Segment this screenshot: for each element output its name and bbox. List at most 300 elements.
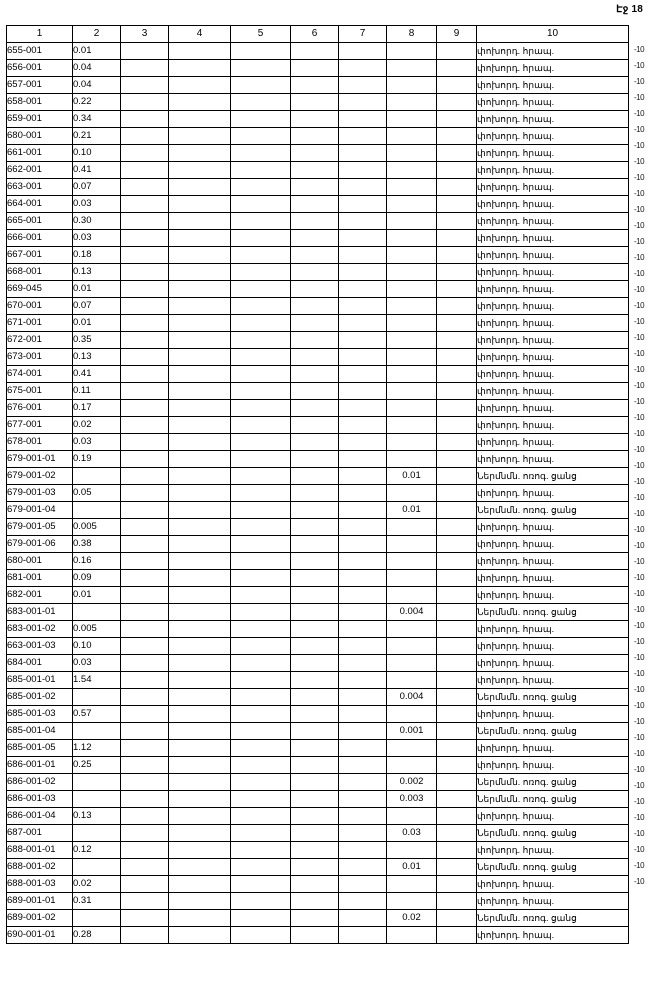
cell-area-col8 <box>387 638 437 655</box>
cell-col7 <box>339 111 387 128</box>
cell-col3 <box>121 927 169 944</box>
cell-area-col2: 0.05 <box>73 485 121 502</box>
cell-col4 <box>169 706 231 723</box>
cell-col4 <box>169 808 231 825</box>
margin-mark: -10 <box>634 637 645 646</box>
cell-area-col8: 0.03 <box>387 825 437 842</box>
table-row <box>7 655 629 672</box>
cell-area-col8 <box>387 842 437 859</box>
cell-parcel-code: 674-001 <box>7 366 73 383</box>
cell-note-col10: Ներմնմն. ոռոգ. ցանց <box>477 468 629 485</box>
margin-mark: -10 <box>634 141 645 150</box>
cell-col6 <box>291 281 339 298</box>
cell-area-col8 <box>387 281 437 298</box>
cell-area-col2: 0.01 <box>73 587 121 604</box>
cell-area-col2: 0.03 <box>73 434 121 451</box>
cell-area-col2: 0.41 <box>73 162 121 179</box>
cell-note-col10: փոխորդ. հրապ. <box>477 672 629 689</box>
cell-col7 <box>339 910 387 927</box>
margin-mark: -10 <box>634 429 645 438</box>
cell-col6 <box>291 655 339 672</box>
cell-col9 <box>437 587 477 604</box>
cell-col4 <box>169 655 231 672</box>
cell-col5 <box>231 383 291 400</box>
cell-parcel-code: 688-001-01 <box>7 842 73 859</box>
cell-col3 <box>121 43 169 60</box>
cell-col7 <box>339 655 387 672</box>
cell-area-col8 <box>387 740 437 757</box>
table-row <box>7 111 629 128</box>
cell-col3 <box>121 332 169 349</box>
cell-parcel-code: 682-001 <box>7 587 73 604</box>
cell-area-col8 <box>387 927 437 944</box>
cell-area-col8 <box>387 621 437 638</box>
cell-col6 <box>291 791 339 808</box>
cell-note-col10: փոխորդ. հրապ. <box>477 706 629 723</box>
cell-area-col8 <box>387 400 437 417</box>
cell-col4 <box>169 910 231 927</box>
table-row <box>7 145 629 162</box>
table-row <box>7 298 629 315</box>
cell-note-col10: փոխորդ. հրապ. <box>477 315 629 332</box>
cell-col3 <box>121 638 169 655</box>
cell-col7 <box>339 196 387 213</box>
cell-note-col10: Ներմնմն. ոռոգ. ցանց <box>477 774 629 791</box>
cell-parcel-code: 675-001 <box>7 383 73 400</box>
cell-col6 <box>291 927 339 944</box>
cell-col9 <box>437 876 477 893</box>
cell-col6 <box>291 774 339 791</box>
cell-parcel-code: 665-001 <box>7 213 73 230</box>
cell-col5 <box>231 672 291 689</box>
cell-col5 <box>231 604 291 621</box>
cell-col5 <box>231 689 291 706</box>
cell-col3 <box>121 315 169 332</box>
cell-col6 <box>291 349 339 366</box>
cell-col9 <box>437 672 477 689</box>
cell-col9 <box>437 468 477 485</box>
cell-col5 <box>231 553 291 570</box>
cell-note-col10: փոխորդ. հրապ. <box>477 842 629 859</box>
cell-col6 <box>291 434 339 451</box>
cell-parcel-code: 684-001 <box>7 655 73 672</box>
cell-col9 <box>437 145 477 162</box>
cell-col7 <box>339 94 387 111</box>
cell-col5 <box>231 417 291 434</box>
cell-col6 <box>291 502 339 519</box>
cell-col6 <box>291 145 339 162</box>
cell-note-col10: փոխորդ. հրապ. <box>477 332 629 349</box>
margin-mark: -10 <box>634 205 645 214</box>
cell-col7 <box>339 502 387 519</box>
cell-area-col2 <box>73 825 121 842</box>
cell-area-col2: 0.41 <box>73 366 121 383</box>
cell-col4 <box>169 740 231 757</box>
cell-area-col2: 0.30 <box>73 213 121 230</box>
cell-parcel-code: 659-001 <box>7 111 73 128</box>
cell-col7 <box>339 179 387 196</box>
cell-col9 <box>437 417 477 434</box>
cell-col7 <box>339 791 387 808</box>
cell-col9 <box>437 94 477 111</box>
cell-col3 <box>121 213 169 230</box>
cell-col5 <box>231 723 291 740</box>
cell-col6 <box>291 366 339 383</box>
cell-parcel-code: 666-001 <box>7 230 73 247</box>
margin-mark: -10 <box>634 557 645 566</box>
cell-col6 <box>291 485 339 502</box>
cell-col9 <box>437 264 477 281</box>
margin-mark: -10 <box>634 733 645 742</box>
margin-mark: -10 <box>634 109 645 118</box>
cell-col9 <box>437 196 477 213</box>
margin-mark: -10 <box>634 237 645 246</box>
margin-mark: -10 <box>634 765 645 774</box>
cell-area-col8 <box>387 213 437 230</box>
cell-col6 <box>291 536 339 553</box>
cell-area-col8 <box>387 485 437 502</box>
cell-note-col10: փոխորդ. հրապ. <box>477 247 629 264</box>
cell-area-col8 <box>387 553 437 570</box>
margin-mark: -10 <box>634 749 645 758</box>
cell-area-col8 <box>387 876 437 893</box>
margin-mark: -10 <box>634 77 645 86</box>
cell-col5 <box>231 94 291 111</box>
cell-area-col2 <box>73 910 121 927</box>
cell-area-col2: 0.03 <box>73 230 121 247</box>
cell-col6 <box>291 196 339 213</box>
cell-col3 <box>121 536 169 553</box>
table-row <box>7 400 629 417</box>
table-row <box>7 570 629 587</box>
table-row <box>7 349 629 366</box>
table-row <box>7 417 629 434</box>
table-row <box>7 281 629 298</box>
cell-area-col2: 0.28 <box>73 927 121 944</box>
cell-col3 <box>121 451 169 468</box>
cell-col3 <box>121 655 169 672</box>
cell-col7 <box>339 740 387 757</box>
column-header-5: 5 <box>231 26 291 43</box>
cell-col6 <box>291 77 339 94</box>
cell-col6 <box>291 587 339 604</box>
cell-note-col10: Ներմնմն. ոռոգ. ցանց <box>477 859 629 876</box>
cell-col6 <box>291 893 339 910</box>
cell-col7 <box>339 774 387 791</box>
cell-area-col8 <box>387 655 437 672</box>
cell-col4 <box>169 94 231 111</box>
cell-col4 <box>169 468 231 485</box>
cell-area-col8 <box>387 264 437 281</box>
cell-col5 <box>231 774 291 791</box>
cell-col5 <box>231 706 291 723</box>
cell-parcel-code: 686-001-01 <box>7 757 73 774</box>
cell-col6 <box>291 298 339 315</box>
cell-note-col10: փոխորդ. հրապ. <box>477 230 629 247</box>
margin-mark: -10 <box>634 525 645 534</box>
cell-col9 <box>437 485 477 502</box>
table-row <box>7 468 629 485</box>
cell-area-col2: 0.19 <box>73 451 121 468</box>
cell-col6 <box>291 859 339 876</box>
cell-area-col2: 0.07 <box>73 179 121 196</box>
cell-col7 <box>339 230 387 247</box>
table-row <box>7 757 629 774</box>
cell-note-col10: փոխորդ. հրապ. <box>477 179 629 196</box>
cell-col5 <box>231 485 291 502</box>
cell-area-col8 <box>387 893 437 910</box>
cell-col6 <box>291 910 339 927</box>
cell-col3 <box>121 672 169 689</box>
cell-col4 <box>169 791 231 808</box>
cell-col9 <box>437 281 477 298</box>
cell-col6 <box>291 689 339 706</box>
cell-area-col8 <box>387 366 437 383</box>
cell-col9 <box>437 808 477 825</box>
cell-col9 <box>437 536 477 553</box>
cell-col7 <box>339 77 387 94</box>
cell-parcel-code: 662-001 <box>7 162 73 179</box>
table-row <box>7 706 629 723</box>
cell-col9 <box>437 366 477 383</box>
cell-col4 <box>169 927 231 944</box>
cell-area-col8 <box>387 77 437 94</box>
cell-area-col2: 0.03 <box>73 196 121 213</box>
table-row <box>7 859 629 876</box>
table-row <box>7 485 629 502</box>
cell-col4 <box>169 264 231 281</box>
cell-note-col10: Ներմնմն. ոռոգ. ցանց <box>477 502 629 519</box>
cell-col6 <box>291 740 339 757</box>
table-row <box>7 740 629 757</box>
table-row <box>7 604 629 621</box>
margin-mark: -10 <box>634 685 645 694</box>
column-header-8: 8 <box>387 26 437 43</box>
cell-col6 <box>291 672 339 689</box>
table-row <box>7 315 629 332</box>
cell-area-col2: 0.005 <box>73 519 121 536</box>
cell-parcel-code: 678-001 <box>7 434 73 451</box>
cell-col4 <box>169 621 231 638</box>
cell-area-col8 <box>387 128 437 145</box>
cell-area-col8 <box>387 808 437 825</box>
cell-parcel-code: 658-001 <box>7 94 73 111</box>
cell-col7 <box>339 400 387 417</box>
cell-col3 <box>121 179 169 196</box>
cell-note-col10: փոխորդ. հրապ. <box>477 400 629 417</box>
cell-area-col2: 0.18 <box>73 247 121 264</box>
cell-col9 <box>437 553 477 570</box>
land-registry-table <box>6 25 629 944</box>
cell-col4 <box>169 315 231 332</box>
cell-col7 <box>339 570 387 587</box>
cell-note-col10: փոխորդ. հրապ. <box>477 264 629 281</box>
cell-col5 <box>231 298 291 315</box>
cell-parcel-code: 689-001-01 <box>7 893 73 910</box>
margin-mark: -10 <box>634 333 645 342</box>
cell-col5 <box>231 230 291 247</box>
cell-col9 <box>437 43 477 60</box>
table-row <box>7 366 629 383</box>
cell-col7 <box>339 60 387 77</box>
cell-col5 <box>231 281 291 298</box>
cell-area-col8 <box>387 230 437 247</box>
cell-area-col2: 0.35 <box>73 332 121 349</box>
column-header-4: 4 <box>169 26 231 43</box>
margin-mark: -10 <box>634 189 645 198</box>
cell-col6 <box>291 43 339 60</box>
cell-col9 <box>437 179 477 196</box>
cell-col4 <box>169 349 231 366</box>
cell-parcel-code: 685-001-04 <box>7 723 73 740</box>
cell-col5 <box>231 876 291 893</box>
cell-col6 <box>291 417 339 434</box>
cell-col9 <box>437 638 477 655</box>
cell-area-col2: 0.13 <box>73 264 121 281</box>
cell-col9 <box>437 111 477 128</box>
cell-col6 <box>291 808 339 825</box>
cell-area-col8 <box>387 519 437 536</box>
cell-col3 <box>121 77 169 94</box>
margin-mark: -10 <box>634 781 645 790</box>
cell-col4 <box>169 60 231 77</box>
cell-area-col8 <box>387 145 437 162</box>
cell-parcel-code: 685-001-03 <box>7 706 73 723</box>
cell-col5 <box>231 145 291 162</box>
cell-area-col2: 0.10 <box>73 638 121 655</box>
column-header-1: 1 <box>7 26 73 43</box>
cell-col4 <box>169 859 231 876</box>
cell-note-col10: փոխորդ. հրապ. <box>477 927 629 944</box>
cell-col5 <box>231 638 291 655</box>
table-row <box>7 434 629 451</box>
cell-area-col8 <box>387 434 437 451</box>
cell-col9 <box>437 400 477 417</box>
cell-col4 <box>169 213 231 230</box>
cell-area-col8 <box>387 332 437 349</box>
margin-mark: -10 <box>634 861 645 870</box>
cell-col7 <box>339 213 387 230</box>
cell-parcel-code: 685-001-05 <box>7 740 73 757</box>
cell-col7 <box>339 468 387 485</box>
table-row <box>7 808 629 825</box>
cell-area-col2 <box>73 604 121 621</box>
margin-mark: -10 <box>634 413 645 422</box>
cell-note-col10: փոխորդ. հրապ. <box>477 162 629 179</box>
cell-col3 <box>121 570 169 587</box>
cell-parcel-code: 679-001-02 <box>7 468 73 485</box>
cell-area-col2: 0.005 <box>73 621 121 638</box>
cell-area-col8 <box>387 706 437 723</box>
cell-area-col2: 0.11 <box>73 383 121 400</box>
cell-note-col10: փոխորդ. հրապ. <box>477 638 629 655</box>
cell-parcel-code: 688-001-03 <box>7 876 73 893</box>
cell-col7 <box>339 298 387 315</box>
cell-note-col10: փոխորդ. հրապ. <box>477 893 629 910</box>
cell-note-col10: փոխորդ. հրապ. <box>477 808 629 825</box>
cell-col9 <box>437 689 477 706</box>
cell-col6 <box>291 638 339 655</box>
cell-col6 <box>291 825 339 842</box>
cell-parcel-code: 679-001-06 <box>7 536 73 553</box>
cell-col9 <box>437 655 477 672</box>
cell-col7 <box>339 349 387 366</box>
cell-col7 <box>339 281 387 298</box>
table-row <box>7 77 629 94</box>
cell-note-col10: Ներմնմն. ոռոգ. ցանց <box>477 604 629 621</box>
cell-col6 <box>291 723 339 740</box>
cell-col4 <box>169 451 231 468</box>
cell-col7 <box>339 145 387 162</box>
cell-area-col2: 1.54 <box>73 672 121 689</box>
cell-parcel-code: 661-001 <box>7 145 73 162</box>
cell-col4 <box>169 179 231 196</box>
cell-parcel-code: 683-001-01 <box>7 604 73 621</box>
cell-col3 <box>121 298 169 315</box>
cell-col4 <box>169 553 231 570</box>
cell-area-col8 <box>387 179 437 196</box>
cell-col7 <box>339 825 387 842</box>
cell-col3 <box>121 111 169 128</box>
cell-area-col2: 0.10 <box>73 145 121 162</box>
margin-mark-spacer <box>634 25 662 42</box>
table-row <box>7 247 629 264</box>
cell-parcel-code: 687-001 <box>7 825 73 842</box>
cell-parcel-code: 677-001 <box>7 417 73 434</box>
cell-area-col8 <box>387 451 437 468</box>
cell-col3 <box>121 128 169 145</box>
cell-note-col10: փոխորդ. հրապ. <box>477 451 629 468</box>
cell-col4 <box>169 689 231 706</box>
cell-note-col10: փոխորդ. հրապ. <box>477 349 629 366</box>
cell-col4 <box>169 281 231 298</box>
cell-col9 <box>437 740 477 757</box>
cell-col3 <box>121 281 169 298</box>
cell-col7 <box>339 757 387 774</box>
cell-col5 <box>231 536 291 553</box>
cell-note-col10: փոխորդ. հրապ. <box>477 621 629 638</box>
cell-area-col2: 0.21 <box>73 128 121 145</box>
cell-col4 <box>169 570 231 587</box>
cell-col3 <box>121 791 169 808</box>
cell-col3 <box>121 689 169 706</box>
cell-area-col2: 0.16 <box>73 553 121 570</box>
cell-col9 <box>437 451 477 468</box>
cell-note-col10: փոխորդ. հրապ. <box>477 43 629 60</box>
cell-col4 <box>169 672 231 689</box>
table-row <box>7 519 629 536</box>
table-row <box>7 842 629 859</box>
column-header-2: 2 <box>73 26 121 43</box>
cell-area-col2 <box>73 791 121 808</box>
cell-col9 <box>437 842 477 859</box>
cell-col4 <box>169 536 231 553</box>
cell-col9 <box>437 298 477 315</box>
cell-col3 <box>121 366 169 383</box>
cell-col9 <box>437 774 477 791</box>
cell-area-col8 <box>387 417 437 434</box>
cell-parcel-code: 683-001-02 <box>7 621 73 638</box>
cell-col3 <box>121 264 169 281</box>
cell-col7 <box>339 723 387 740</box>
cell-parcel-code: 676-001 <box>7 400 73 417</box>
cell-col5 <box>231 502 291 519</box>
cell-col7 <box>339 162 387 179</box>
cell-col9 <box>437 60 477 77</box>
cell-col9 <box>437 570 477 587</box>
cell-area-col8 <box>387 111 437 128</box>
cell-col6 <box>291 842 339 859</box>
